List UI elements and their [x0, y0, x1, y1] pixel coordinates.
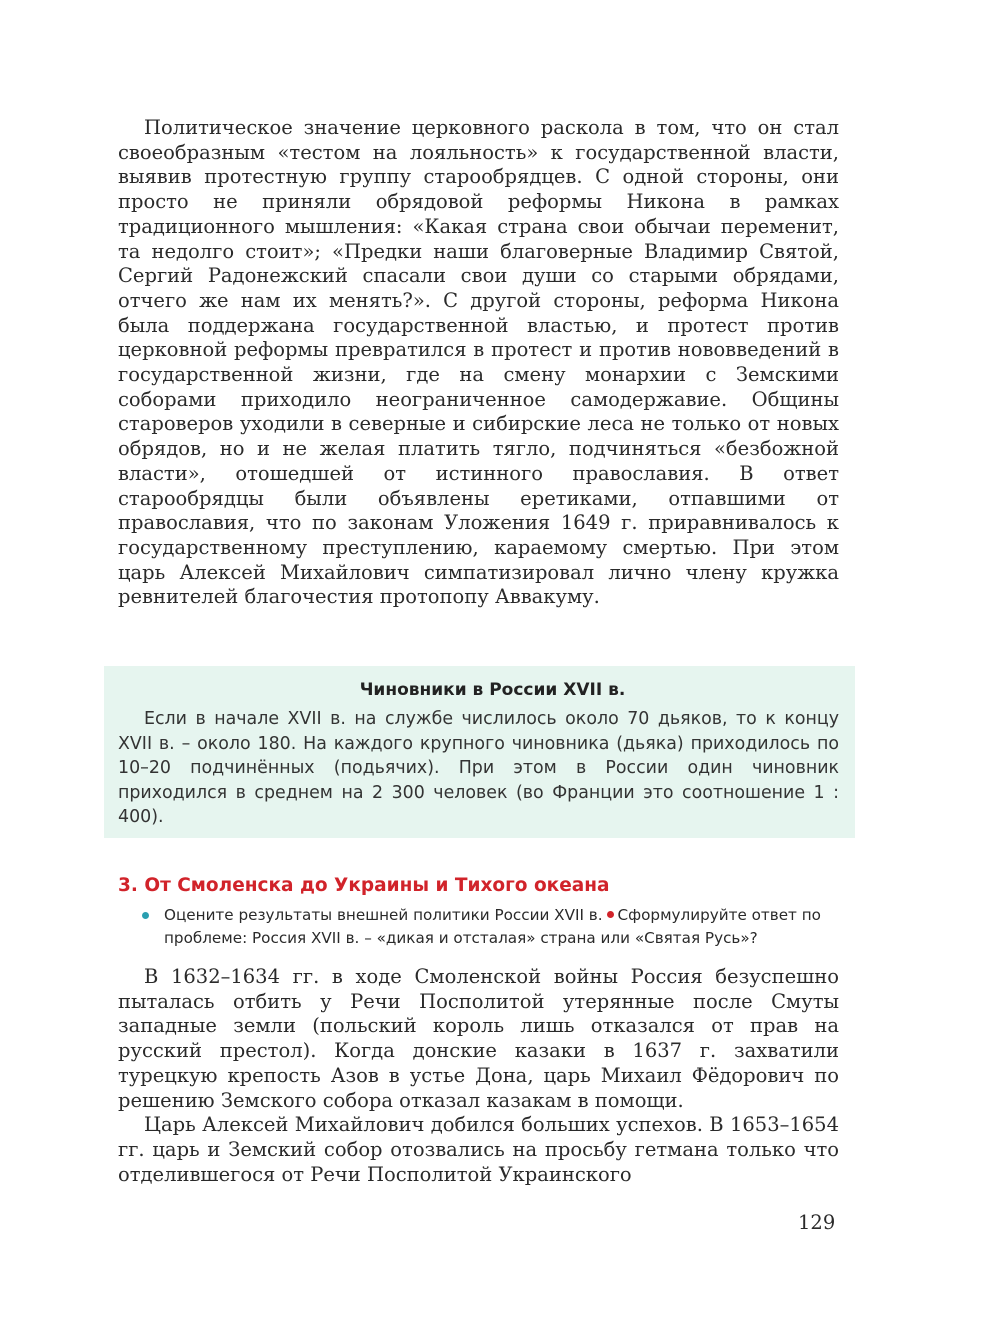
task-1: Оцените результаты внешней политики России XVII в.: [164, 906, 603, 924]
paragraph-alexei-success: Царь Алексей Михайлович добился больших успехов. В 1653–1654 гг. царь и Земский собор отозвались на просьбу гетмана только что отделившегося от Речи Посполитой Украинского: [118, 1113, 839, 1186]
paragraph-church-schism: Политическое значение церковного раскола в том, что он стал своеобразным «тестом на лояльность» к государственной власти, выявив протестную группу старообрядцев. С одной стороны, они просто не приняли обрядовой реформы Никона в рамках традиционного мышления: «Какая страна свои обычаи переменит, та недолго стоит»; «Предки наши благоверные Владимир Святой, Сергий Радонежский спасали свои души со старыми обрядами, отчего же нам их менять?». С другой стороны, реформа Никона была поддержана государственной властью, и протест против церковной реформы превратился в протест и против нововведений в государственной жизни, где на смену монархии с Земскими соборами приходило неограниченное самодержавие. Общины староверов уходили в северные и сибирские леса не только от новых обрядов, но и не желая платить тягло, подчиняться «безбожной власти», отошедшей от истинного православия. В ответ старообрядцы были объявлены еретиками, отпавшими от православия, что по законам Уложения 1649 г. приравнивалось к государственному преступлению, караемому смертью. При этом царь Алексей Михайлович симпатизировал лично члену кружка ревнителей благочестия протопопу Аввакуму.: [118, 116, 839, 609]
teal-bullet-icon: [142, 912, 149, 919]
section-heading: 3. От Смоленска до Украины и Тихого океана: [118, 875, 610, 896]
page-number: 129: [798, 1211, 836, 1234]
red-bullet-icon: [607, 911, 614, 918]
body-text-top: [118, 116, 839, 610]
task-2: Сформулируйте ответ по проблеме: Россия XVII в. – «дикая и отсталая» страна или «Святая Русь»?: [164, 906, 821, 947]
infobox-text: [118, 707, 839, 830]
infobox-paragraph: Если в начале XVII в. на службе числилось около 70 дьяков, то к концу XVII в. – около 180. На каждого крупного чиновника (дьяка) приходилось по 10–20 подчинённых (подьячих). При этом в России один чиновник приходился в среднем на 2 300 человек (во Франции это соотношение 1 : 400).: [118, 709, 839, 828]
task-list: [140, 904, 840, 950]
section-tasks: [140, 904, 840, 950]
paragraph-smolensk-war: В 1632–1634 гг. в ходе Смоленской войны Россия безуспешно пыталась отбить у Речи Посполитой утерянные после Смуты западные земли (польский король лишь отказался от прав на русский престол). Когда донские казаки в 1637 г. захватили турецкую крепость Азов в устье Дона, царь Михаил Фёдорович по решению Земского собора отказал казакам в помощи.: [118, 965, 839, 1112]
infobox-title: Чиновники в России XVII в.: [359, 680, 626, 700]
body-text-bottom: [118, 965, 839, 1187]
